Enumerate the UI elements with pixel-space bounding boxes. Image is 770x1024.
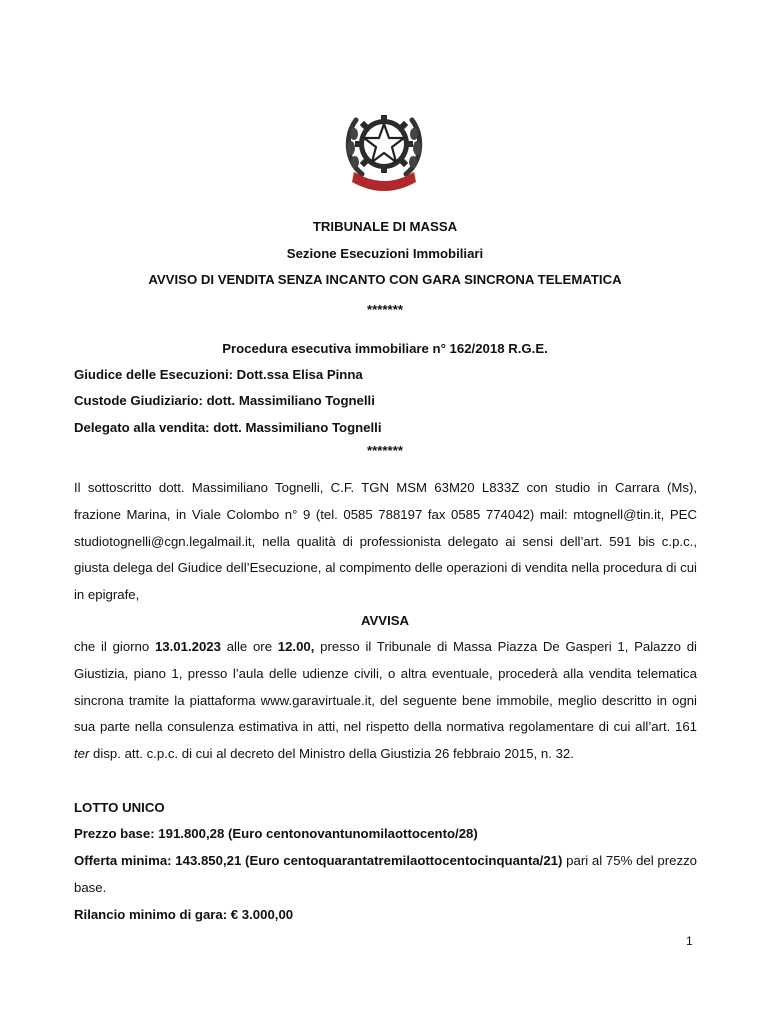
notice-title: AVVISO DI VENDITA SENZA INCANTO CON GARA SINCRONA TELEMATICA <box>148 272 622 287</box>
min-offer: Offerta minima: 143.850,21 (Euro centoquarantatremilaottocentocinquanta/21) <box>74 853 563 868</box>
separator: ******* <box>367 443 403 458</box>
page-number: 1 <box>686 934 693 948</box>
intro-text: Il sottoscritto dott. Massimiliano Tognelli, C.F. TGN MSM 63M20 L833Z con studio in Carrara (Ms), frazione Marina, in Viale Colombo n° 9 (tel. 0585 788197 fax 0585 774042) mail: mtognell@tin.it, PEC studiotognelli@cgn.legalmail.it, nella qualità di professionista delegato ai sensi dell’art. 591 bis c.p.c., giusta delega del Giudice dell’Esecuzione, al compimento delle operazioni di vendita nella procedura di cui in epigrafe, <box>74 480 697 603</box>
avvisa-paragraph <box>74 634 697 768</box>
lot-title: LOTTO UNICO <box>74 800 165 815</box>
judge-line: Giudice delle Esecuzioni: Dott.ssa Elisa Pinna <box>74 367 363 382</box>
min-offer-paragraph <box>74 848 697 902</box>
separator: ******* <box>367 302 403 317</box>
avvisa-text: disp. att. c.p.c. di cui al decreto del Ministro della Giustizia 26 febbraio 2015, n. 32. <box>89 746 574 762</box>
procedure-title: Procedura esecutiva immobiliare n° 162/2018 R.G.E. <box>222 341 548 356</box>
custodian-line: Custode Giudiziario: dott. Massimiliano Tognelli <box>74 393 375 408</box>
intro-paragraph <box>74 475 697 609</box>
avvisa-text: che il giorno <box>74 639 155 654</box>
emblem-icon <box>340 104 428 196</box>
avvisa-text: presso il Tribunale di Massa Piazza De Gasperi 1, Palazzo di Giustizia, piano 1, presso l’aula delle udienze civili, o altra eventuale, procederà alla vendita telematica sincrona tramite la piattaforma www.garavirtuale.it, del seguente bene immobile, meglio descritto in ogni sua parte nella consulenza estimativa in atti, nel rispetto della normativa regolamentare di cui all’art. 161 <box>74 639 697 735</box>
avvisa-text: alle ore <box>220 639 278 654</box>
court-name: TRIBUNALE DI MASSA <box>312 219 458 234</box>
base-price: Prezzo base: 191.800,28 (Euro centonovantunomilaottocento/28) <box>74 826 478 841</box>
sale-time: 12.00, <box>277 639 315 654</box>
min-offer-rest: pari al 75% del prezzo base. <box>74 853 698 895</box>
avvisa-heading: AVVISA <box>360 613 410 628</box>
section-name: Sezione Esecuzioni Immobiliari <box>286 246 484 261</box>
min-raise: Rilancio minimo di gara: € 3.000,00 <box>74 907 294 922</box>
delegate-line: Delegato alla vendita: dott. Massimiliano Tognelli <box>74 420 382 435</box>
ter-italic: ter <box>74 746 90 762</box>
sale-date: 13.01.2023 <box>154 639 221 654</box>
italian-republic-emblem <box>340 104 428 196</box>
